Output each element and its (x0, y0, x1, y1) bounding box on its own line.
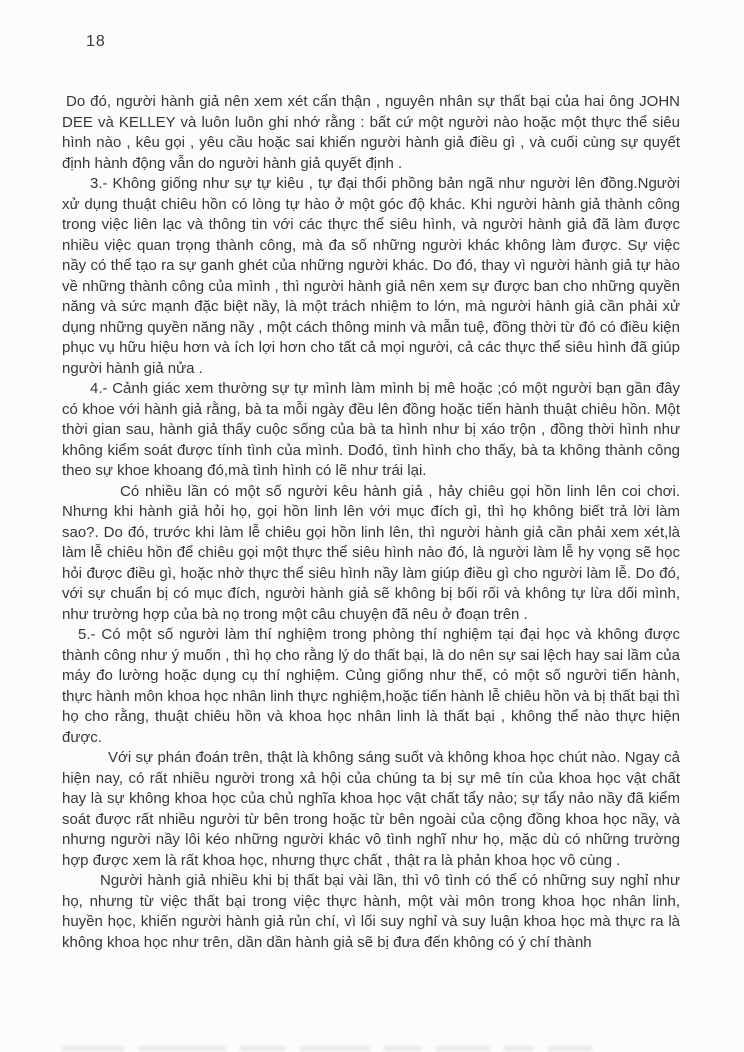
page-number: 18 (86, 33, 106, 50)
page-body (62, 92, 680, 953)
paragraph-intro: Do đó, người hành giả nên xem xét cẩn thận , nguyên nhân sự thất bại của hai ông JOHN DEE và KELLEY và luôn luôn ghi nhớ rằng : bất cứ một người nào hoặc một thực thể siêu hình nào , kêu gọi , yêu cầu hoặc sai khiến người hành giả điều gì , và cuối cùng sự quyết định hành động vẫn do người hành giả quyết định . (62, 93, 680, 172)
paragraph-item-5: 5.- Có một số người làm thí nghiệm trong phòng thí nghiệm tại đại học và không được thành công như ý muốn , thì họ cho rằng lý do thất bại, là do nên sự sai lệch hay sai lầm của máy đo lường hoặc dụng cụ thí nghiệm. Củng giống như thế, có một số người tiến hành, thực hành môn khoa học nhân linh thực nghiệm,hoặc tiến hành lễ chiêu hồn và bị thất bại thì họ cho rằng, thuật chiêu hồn và khoa học nhân linh là thất bại , không thể nào thực hiện được. (62, 626, 680, 746)
paragraph-item-3: 3.- Không giống như sự tự kiêu , tự đại thổi phồng bản ngã như người lên đồng.Người xử dụng thuật chiêu hồn có lòng tự hào ở một góc độ khác. Khi người hành giả thành công trong việc liên lạc và thông tin với các thực thể siêu hình, và người hành giả đã làm được nhiều việc quan trọng thành công, mà đa số những người khác không làm được. Sự việc nầy có thể tạo ra sự ganh ghét của những người khác. Do đó, thay vì người hành giả tự hào về những thành công của mình , thì người hành giả nên xem sự được ban cho những quyền năng và sức mạnh đặc biệt nầy, là một trách nhiệm to lớn, mà người hành giả cần phải xử dụng những quyền năng nầy , một cách thông minh và mẫn tuệ, đồng thời từ đó có điều kiện phục vụ hữu hiệu hơn và ích lợi hơn cho tất cả mọi người, cả các thực thể siêu hình đã giúp người hành giả nửa . (62, 175, 680, 377)
paragraph-item-4: 4.- Cảnh giác xem thường sự tự mình làm mình bị mê hoặc ;có một người bạn gần đây có khoe với hành giả rằng, bà ta mỗi ngày đều lên đồng hoặc tiến hành thuật chiêu hồn. Một thời gian sau, hành giả thấy cuộc sống của bà ta hình như bị xáo trộn , đồng thời hình như không kiểm soát được tính tình của mình. Dođó, tình hình cho thấy, bà ta không thành công theo sự khoe khoang đó,mà tình hình có lẽ như trái lại. (62, 380, 680, 479)
paragraph-closing: Người hành giả nhiều khi bị thất bại vài lần, thì vô tình có thể có những suy nghỉ như họ, nhưng từ việc thất bại trong việc thực hành, một vài môn trong khoa học nhân linh, huyền học, khiến người hành giả rủn chí, vì lối suy nghỉ và suy luận khoa học mà thực ra là không khoa học như trên, dần dần hành giả sẽ bị đưa đến không có ý chí thành (62, 872, 680, 951)
page-bottom-cutoff-text (62, 1044, 592, 1051)
paragraph-commentary: Với sự phán đoán trên, thật là không sáng suốt và không khoa học chút nào. Ngay cả hiện nay, có rất nhiều người trong xả hội của chúng ta bị sự mê tín của khoa học vật chất hay là sự không khoa học của chủ nghĩa khoa học vật chất tẩy nảo; sự tẩy nảo nầy đã kiểm soát được rất nhiều người từ bên trong hoặc từ bên ngoài của cộng đồng khoa học nầy, và nhưng người nầy lôi kéo những người khác vô tình nghĩ như họ, mặc dù có những trường hợp được xem là rất khoa học, nhưng thực chất , thật ra là phản khoa học vô cùng . (62, 749, 680, 869)
paragraph-anecdote: Có nhiều lần có một số người kêu hành giả , hảy chiêu gọi hồn linh lên coi chơi. Nhưng khi hành giả hỏi họ, gọi hồn linh lên với mục đích gì, thì họ không biết trả lời làm sao?. Do đó, trước khi làm lễ chiêu gọi hồn linh lên, thì người hành giả cần phải xem xét,là làm lễ chiêu hồn để chiêu gọi một thực thể siêu hình nào đó, là người làm lễ hy vọng sẽ học hỏi được điều gì, hoặc nhờ thực thể siêu hình nầy làm giúp điều gì cho người làm lễ. Do đó, với sự chuẩn bị có mục đích, người hành giả sẽ không bị bối rối và không tự lừa dối mình, như trường hợp của bà nọ trong một câu chuyện đã nêu ở đoạn trên . (62, 482, 680, 623)
